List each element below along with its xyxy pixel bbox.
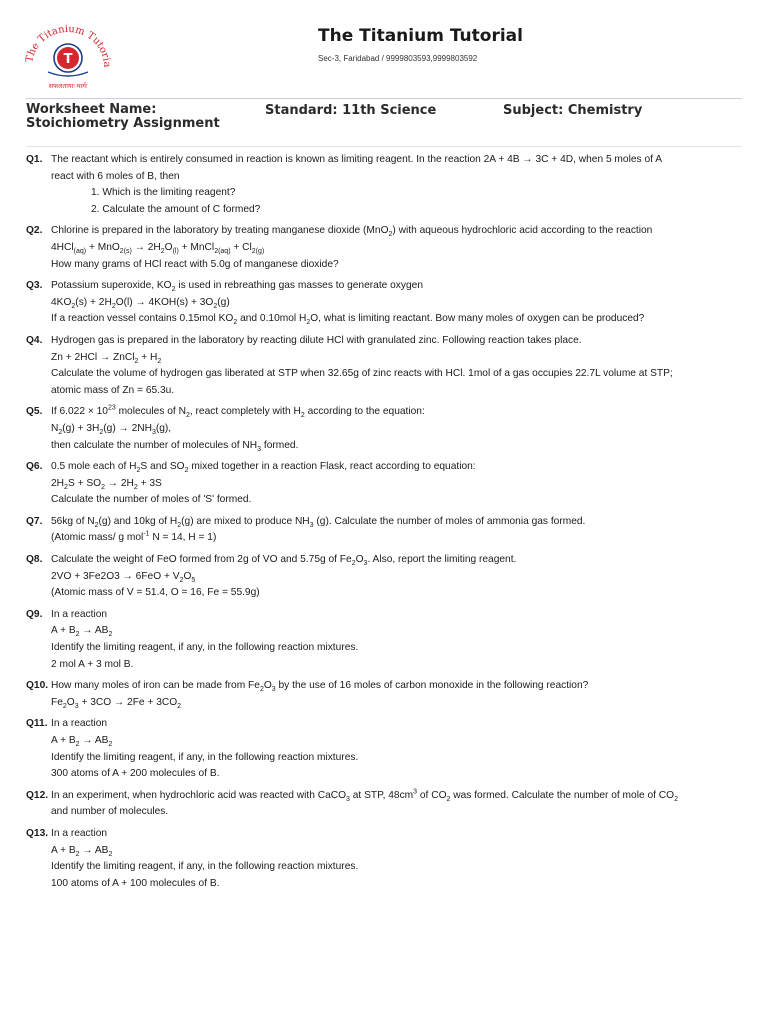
question-line: 0.5 mole each of $H_2S$ and $SO_2$ mixed together in a reaction Flask, react according to equation: <box>51 461 476 475</box>
question-line: $A + B_2 \to AB_2$ <box>51 844 113 858</box>
question-item <box>26 152 742 218</box>
question-item <box>26 552 742 602</box>
subject-label: Subject: Chemistry <box>503 103 643 118</box>
question-number: Q4. <box>26 334 43 346</box>
question-item <box>26 223 742 273</box>
question-line: Hydrogen gas is prepared in the laboratory by reacting dilute HCl with granulated zinc. Following reaction takes place. <box>51 334 582 346</box>
meta-divider <box>26 146 742 147</box>
question-number: Q2. <box>26 225 43 237</box>
question-number: Q13. <box>26 827 49 839</box>
question-item <box>26 788 742 821</box>
question-list <box>26 152 742 897</box>
question-line: Calculate the weight of FeO formed from 2g of VO and 5.75g of $Fe_2O_3$. Also, report the limiting reagent. <box>51 554 517 568</box>
question-line: (Atomic mass/ g mol$^{-1}$ N = 14, H = 1) <box>51 531 217 544</box>
question-number: Q10. <box>26 680 49 692</box>
question-line: If a reaction vessel contains 0.15mol $KO_2$ and 0.10mol $H_2O$, what is limiting reactant. Bow many moles of oxygen can be produced? <box>51 313 645 327</box>
question-item <box>26 678 742 711</box>
sub-question: 2. Calculate the amount of C formed? <box>91 203 261 215</box>
question-line: $2H_2S + SO_2 \to 2H_2 + 3S$ <box>51 477 162 491</box>
logo-tagline: सफलतायाः मार्गः <box>48 82 88 90</box>
logo-text: The Titanium Tutoria <box>24 23 113 68</box>
question-item <box>26 716 742 782</box>
question-item <box>26 278 742 328</box>
question-line: Calculate the volume of hydrogen gas liberated at STP when 32.65g of zinc reacts with HCl. 1mol of a gas occupies 22.7L volume at STP; <box>51 368 673 380</box>
question-item <box>26 514 742 547</box>
question-line: 100 atoms of A + 100 molecules of B. <box>51 877 220 889</box>
question-number: Q9. <box>26 608 43 620</box>
org-address: Sec-3, Faridabad / 9999803593,9999803592 <box>318 54 478 63</box>
question-line: Identify the limiting reagent, if any, in the following reaction mixtures. <box>51 861 359 873</box>
question-line: $A + B_2 \to AB_2$ <box>51 735 113 749</box>
question-number: Q1. <box>26 154 43 165</box>
question-line: Zn + 2HCl → ZnCl$_2$ + $H_2$ <box>51 351 162 365</box>
question-line: $Fe_2O_3 + 3CO \to 2Fe + 3CO_2$ <box>51 696 182 710</box>
question-number: Q11. <box>26 718 48 730</box>
question-line: react with 6 moles of B, then <box>51 170 180 182</box>
worksheet-name: Worksheet Name: Stoichiometry Assignment <box>26 102 220 131</box>
question-line: In a reaction <box>51 608 108 620</box>
question-line: then calculate the number of molecules of $NH_3$ formed. <box>51 439 299 453</box>
question-item <box>26 607 742 673</box>
question-line: $4HCl_{(aq)} + MnO_{2(s)} \to 2H_2O_{(l)}$ + MnCl$_{2(aq)}$ + $Cl_{2(g)}$ <box>51 241 265 255</box>
question-item <box>26 459 742 509</box>
question-number: Q7. <box>26 515 43 527</box>
question-line: 300 atoms of A + 200 molecules of B. <box>51 768 220 780</box>
question-line: Identify the limiting reagent, if any, in the following reaction mixtures. <box>51 751 359 763</box>
question-line: $4KO_2(s) + 2H_2O(l) \to 4KOH(s) + 3O_2(g)$ <box>51 296 230 310</box>
question-line: If $6.022 \times 10^{23}$ molecules of $N_2$, react completely with $H_2$ according to the equation: <box>51 404 425 420</box>
question-line: How many moles of iron can be made from $Fe_2O_3$ by the use of 16 moles of carbon monoxide in the following reaction? <box>51 680 589 694</box>
question-line: The reactant which is entirely consumed in reaction is known as limiting reagent. In the reaction 2A + 4B → 3C + 4D, when 5 moles of A <box>51 154 662 165</box>
question-line: $2VO + 3Fe2O3 \to 6FeO + V_2O_5$ <box>51 570 196 584</box>
question-line: atomic mass of Zn = 65.3u. <box>51 384 175 396</box>
question-item <box>26 826 742 892</box>
header-divider <box>26 98 742 99</box>
question-line: Identify the limiting reagent, if any, in the following reaction mixtures. <box>51 642 359 654</box>
header <box>0 0 768 100</box>
question-item <box>26 404 742 454</box>
question-line: In a reaction <box>51 827 108 839</box>
titanium-tutorial-logo <box>22 20 114 92</box>
question-line: 56kg of $N_2(g)$ and 10kg of $H_2(g)$ are mixed to produce $NH_3$ (g). Calculate the number of moles of ammonia gas formed. <box>51 515 586 529</box>
question-line: Potassium superoxide, $KO_2$ is used in rebreathing gas masses to generate oxygen <box>51 280 423 294</box>
question-line: Chlorine is prepared in the laboratory by treating manganese dioxide (MnO$_2$) with aqueous hydrochloric acid according to the reaction <box>51 225 653 239</box>
question-number: Q3. <box>26 280 43 292</box>
question-line: (Atomic mass of V = 51.4, O = 16, Fe = 55.9g) <box>51 587 260 599</box>
question-line: How many grams of HCl react with 5.0g of manganese dioxide? <box>51 258 339 270</box>
question-number: Q5. <box>26 406 43 418</box>
standard-label: Standard: 11th Science <box>265 103 437 118</box>
org-name: The Titanium Tutorial <box>318 26 523 46</box>
question-item <box>26 333 742 399</box>
question-line: Calculate the number of moles of 'S' formed. <box>51 494 252 506</box>
question-number: Q12. <box>26 789 49 801</box>
sub-question-list <box>51 185 742 218</box>
question-line: and number of molecules. <box>51 806 169 818</box>
question-number: Q6. <box>26 461 43 473</box>
question-line: In a reaction <box>51 718 108 730</box>
question-line: $N_2(g) + 3H_2(g) \to 2NH_3(g)$, <box>51 422 172 436</box>
question-line: $A + B_2 \to AB_2$ <box>51 625 113 639</box>
sub-question: 1. Which is the limiting reagent? <box>91 187 236 199</box>
question-number: Q8. <box>26 554 43 566</box>
question-line: 2 mol A + 3 mol B. <box>51 658 134 670</box>
question-line: In an experiment, when hydrochloric acid was reacted with CaCO$_3$ at STP, $48cm^3$ of $CO_2$ was formed. Calculate the number of mole of $CO_2$ <box>51 788 678 803</box>
logo-letter: T <box>63 52 73 67</box>
